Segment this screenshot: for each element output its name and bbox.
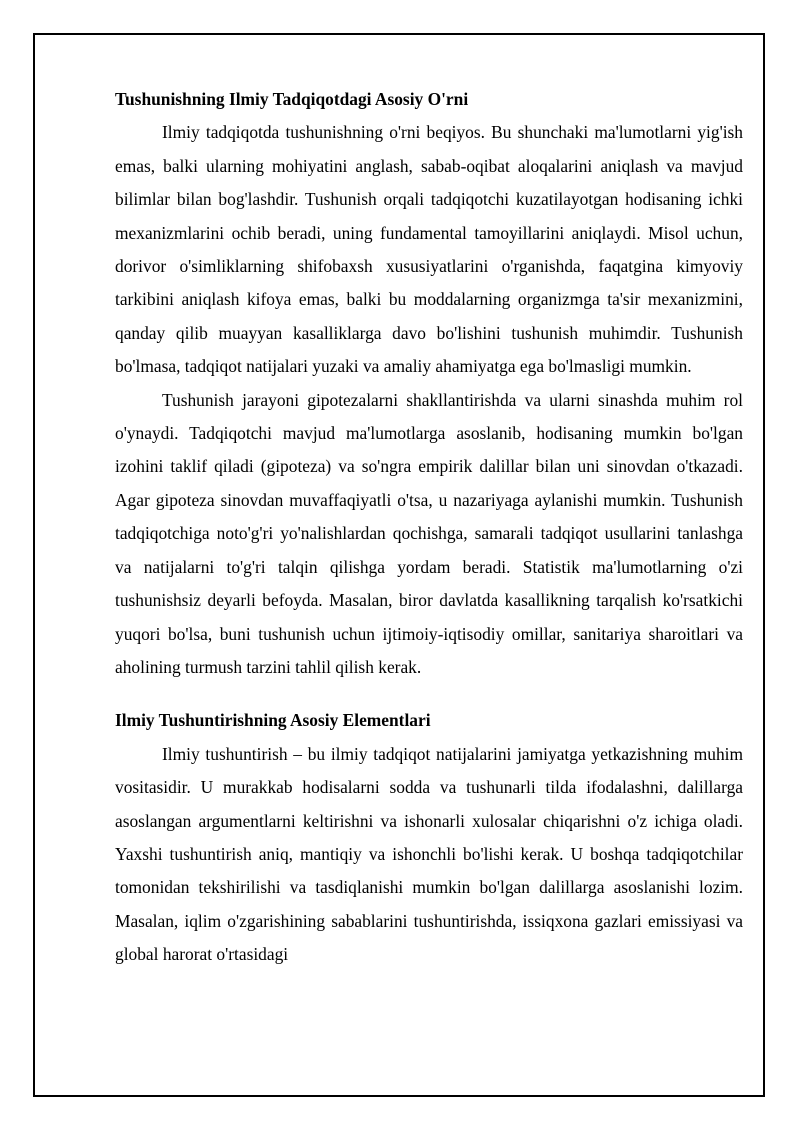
- paragraph-2: Tushunish jarayoni gipotezalarni shakllantirishda va ularni sinashda muhim rol o'ynaydi. Tadqiqotchi mavjud ma'lumotlarga asoslanib, hodisaning mumkin bo'lgan izohini taklif qiladi (gipoteza) va so'ngra empirik dalillar bilan uni sinovdan o'tkazadi. Agar gipoteza sinovdan muvaffaqiyatli o'tsa, u nazariyaga aylanishi mumkin. Tushunish tadqiqotchiga noto'g'ri yo'nalishlardan qochishga, samarali tadqiqot usullarini tanlashga va natijalarni to'g'ri talqin qilishga yordam beradi. Statistik ma'lumotlarning o'zi tushunishsiz deyarli befoyda. Masalan, biror davlatda kasallikning tarqalish ko'rsatkichi yuqori bo'lsa, buni tushunish uchun ijtimoiy-iqtisodiy omillar, sanitariya sharoitlari va aholining turmush tarzini tahlil qilish kerak.: [115, 389, 743, 677]
- paragraph-3: Ilmiy tushuntirish – bu ilmiy tadqiqot natijalarini jamiyatga yetkazishning muhim vositasidir. U murakkab hodisalarni sodda va tushunarli tilda ifodalashni, dalillarga asoslangan argumentlarni keltirishni va ishonarli xulosalar chiqarishni o'z ichiga oladi. Yaxshi tushuntirish aniq, mantiqiy va ishonchli bo'lishi kerak. U boshqa tadqiqotchilar tomonidan tekshirilishi va tasdiqlanishi mumkin bo'lgan dalillarga asoslanishi lozim. Masalan, iqlim o'zgarishining sabablarini tushuntirishda, issiqxona gazlari emissiyasi va global harorat o'rtasidagi: [115, 743, 743, 965]
- section-heading-1: Tushunishning Ilmiy Tadqiqotdagi Asosiy O'rni: [115, 89, 469, 109]
- document-body: [115, 83, 743, 972]
- paragraph-1: Ilmiy tadqiqotda tushunishning o'rni beqiyos. Bu shunchaki ma'lumotlarni yig'ish emas, balki ularning mohiyatini anglash, sabab-oqibat aloqalarini aniqlash va mavjud bilimlar bilan bog'lashdir. Tushunish orqali tadqiqotchi kuzatilayotgan hodisaning ichki mexanizmlarini ochib beradi, uning fundamental tamoyillarini aniqlaydi. Misol uchun, dorivor o'simliklarning shifobaxsh xususiyatlarini o'rganishda, faqatgina kimyoviy tarkibini aniqlash kifoya emas, balki bu moddalarning organizmga ta'sir mexanizmini, qanday qilib muayyan kasalliklarga davo bo'lishini tushunish muhimdir. Tushunish bo'lmasa, tadqiqot natijalari yuzaki va amaliy ahamiyatga ega bo'lmasligi mumkin.: [115, 122, 743, 377]
- section-heading-2: Ilmiy Tushuntirishning Asosiy Elementlari: [115, 710, 431, 731]
